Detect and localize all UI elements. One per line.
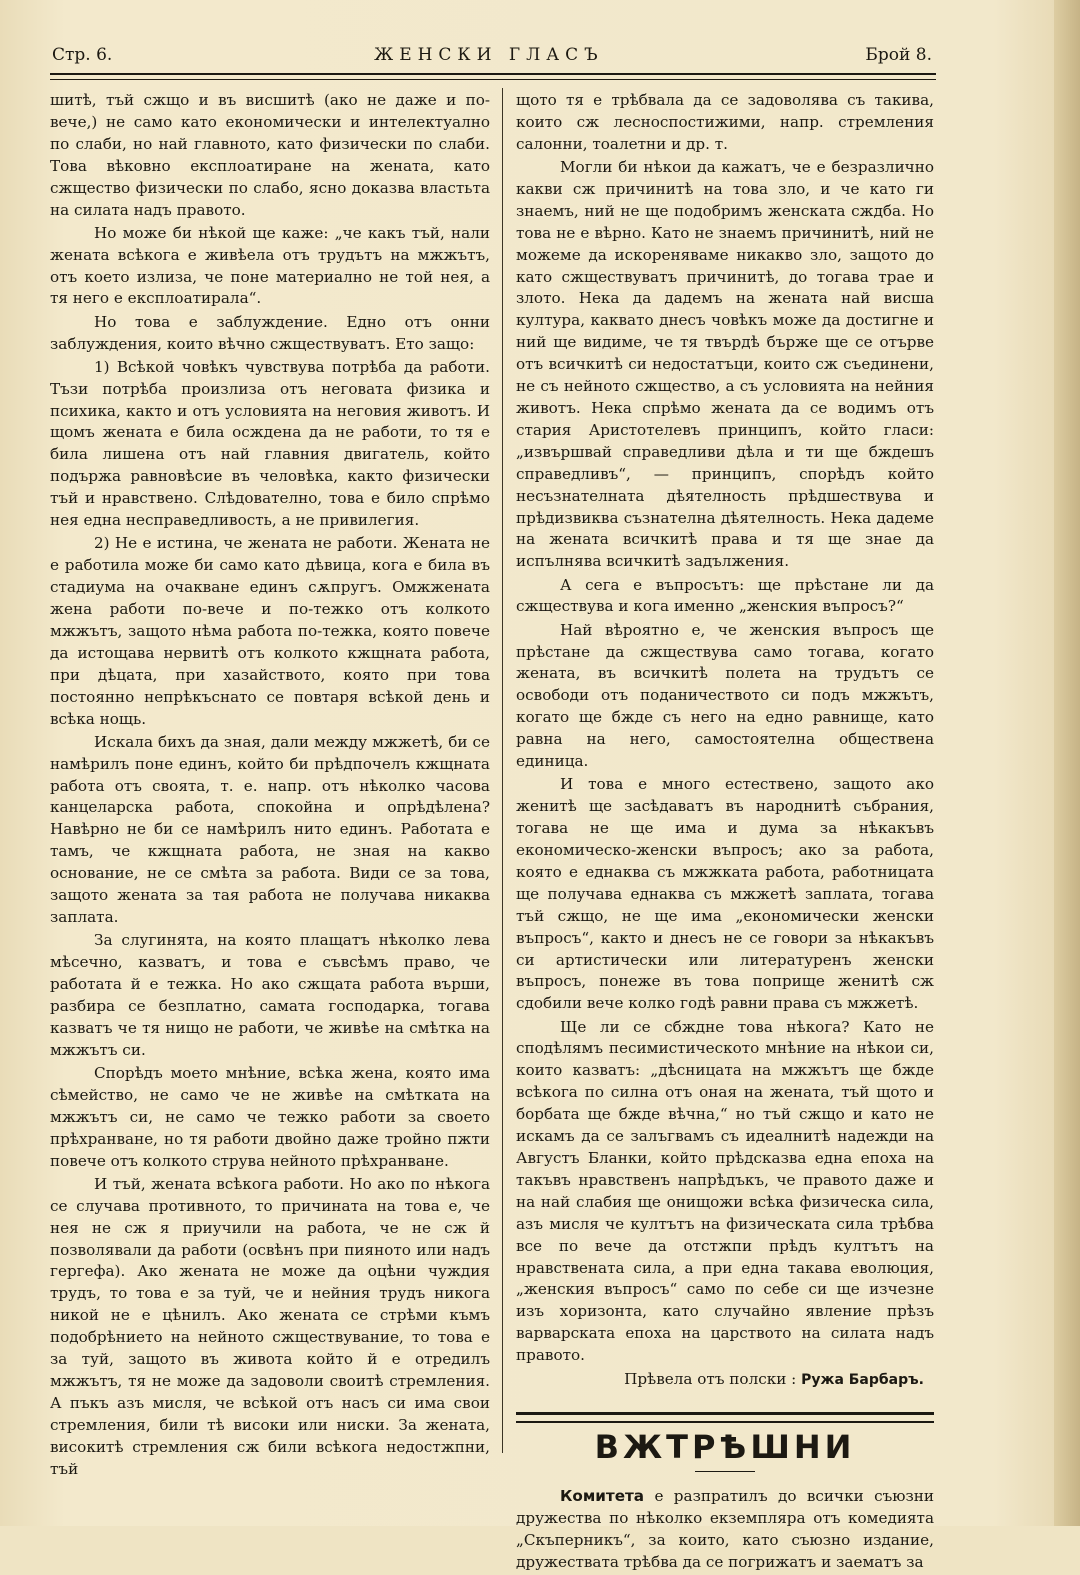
page-number: Стр. 6.: [52, 45, 113, 65]
section-lead-word: Комитета: [560, 1486, 645, 1505]
paragraph: Но това е заблуждение. Едно отъ онни заблуждения, които вѣчно сжществуватъ. Ето защо:: [50, 312, 490, 353]
signature-name: Ружа Барбаръ.: [801, 1372, 924, 1389]
paragraph: шитѣ, тъй сжщо и въ висшитѣ (ако не даже и по-вече,) не само като економически и интелектуално по слаби, но най главното, като физически по слаби. Това вѣковно експлоатиране на жената, като сжщество физически по слабо, ясно доказва властьта на силата надъ правото.: [50, 91, 490, 219]
page-edge: [1054, 0, 1080, 1526]
masthead: [52, 40, 932, 70]
paragraph: Ще ли се сбждне това нѣкога? Като не сподѣлямъ песимистическото мнѣние на нѣкои си, които казватъ: „дѣсницата на мжжътъ ще бжде всѣкога по силна отъ оная на жената, тъй щото и борбата ще бжде вѣчна,“ но тъй сжщо и като не искамъ да се залъгвамъ съ идеалнитѣ надежди на Августъ Бланки, който прѣдсказва една епоха на такъвъ нравственъ напрѣдъкъ, че правото даже и на най слабия ще онищожи всѣка физическа сила, азъ мисля че култътъ на физическата сила трѣбва все по вече да отстжпи прѣдъ култътъ на нравствената сила, а при една такава еволюция, „женския въпросъ“ само по себе си ще изчезне изъ хоризонта, като случайно явление прѣзъ варварската епоха на царството на силата надъ правото.: [516, 1017, 934, 1365]
paragraph: Спорѣдъ моето мнѣние, всѣка жена, която има сѣмейство, не само че не живѣе на смѣтката на мжжътъ си, не само че тежко работи за своето прѣхранване, но тя работи двойно даже тройно пжти повече отъ колкото струва нейното прѣхранване.: [50, 1063, 490, 1170]
left-column: [50, 90, 490, 1482]
paragraph: Искала бихъ да зная, дали между мжжетѣ, би се намѣрилъ поне единъ, който би прѣдпочелъ кжщната работа отъ своята, т. е. напр. отъ нѣколко часова канцеларска работа, спокойна и опрѣдѣлена? Навѣрно не би се намѣрилъ нито единъ. Работата е тамъ, че кжщната работа, не зная на какво основание, не се смѣта за работа. Види се за това, защото жената за тая работа не получава никаква заплата.: [50, 732, 490, 927]
section-text: е разпратилъ до всички съюзни дружества по нѣколко екземпляра отъ комедията „Скъперникъ“, за които, като съюзно издание, дружествата трѣбва да се погрижатъ и заематъ за: [516, 1486, 934, 1571]
paragraph: Но може би нѣкой ще каже: „че какъ тъй, нали жената всѣкога е живѣела отъ трудътъ на мжжътъ, отъ което излиза, че поне материално не той нея, а тя него е експлоатирала“.: [50, 223, 490, 308]
paragraph: И това е много естествено, защото ако женитѣ ще засѣдаватъ въ народнитѣ събрания, тогава не ще има и дума за нѣкакъвъ економическо-женски въпросъ; ако за работа, която е еднаква съ мжжката работа, работницата ще получава еднаква съ мжжетѣ заплата, тогава тъй сжщо, не ще има „економически женски въпросъ“, както и днесъ не се говори за нѣкакъвъ си артистически или литературенъ женски въпросъ, понеже въ това поприще женитѣ сж сдобили вече колко годѣ равни права съ мжжетѣ.: [516, 775, 934, 1013]
section-heading: ВЖТРѢШНИ: [594, 1427, 856, 1466]
right-column: [516, 90, 934, 1575]
heading-underline: [695, 1471, 755, 1472]
paragraph: щото тя е трѣбвала да се задоволява съ такива, които сж лесноспостижими, напр. стремления салонни, тоалетни и др. т.: [516, 91, 934, 153]
section-paragraph: [516, 1486, 934, 1574]
paragraph: Най вѣроятно е, че женския въпросъ ще прѣстане да сжществува само тогава, когато жената, въ всичкитѣ полета на трудътъ се освободи отъ поданичеството си подъ мжжътъ, когато ще бжде съ него на едно равнище, като равна на него, самостоятелна обществена единица.: [516, 620, 934, 771]
translator-signature: [516, 1369, 934, 1392]
issue-number: Брой 8.: [865, 45, 932, 65]
newspaper-title: ЖЕНСКИ ГЛАСЪ: [374, 45, 604, 65]
column-divider: [502, 88, 503, 1453]
masthead-rule: [50, 73, 936, 80]
paragraph: А сега е въпросътъ: ще прѣстане ли да сжществува и кога именно „женския въпросъ?“: [516, 575, 934, 616]
paragraph: 2) Не е истина, че жената не работи. Жената не е работила може би само като дѣвица, кога е била въ стадиума на очакване единъ сѫпругъ. Омжжената жена работи по-вече и по-тежко отъ колкото мжжътъ, защото нѣма работа по-тежка, която повече да истощава нервитѣ отъ колкото кжщната работа, при дѣцата, при хазайството, която при това постоянно непрѣкъснато се повтаря всѣкой день и всѣка нощь.: [50, 534, 490, 728]
paragraph: За слугинята, на която плащатъ нѣколко лева мѣсечно, казватъ, и това е съвсѣмъ право, че работата й е тежка. Но ако сжщата работа върши, разбира се безплатно, самата господарка, тогава казватъ че тя нищо не работи, че живѣе на смѣтка на мжжътъ си.: [50, 931, 490, 1059]
paragraph: И тъй, жената всѣкога работи. Но ако по нѣкога се случава противното, то причината на това е, че нея не сж я приучили на работа, че не сж й позволявали да работи (освѣнъ при пияното или надъ гергефа). Ако жената не може да оцѣни чуждия трудъ, то това е за туй, че и нейния трудъ никога никой не е цѣнилъ. Ако жената се стрѣми къмъ подобрѣнието на нейното сжществувание, то това е за туй, защото въ живота който й е отредилъ мжжътъ, тя не може да задоволи своитѣ стремления. А пъкъ азъ мисля, че всѣкой отъ насъ си има свои стремления, били тѣ високи или ниски. За жената, високитѣ стремления сж били всѣкога недостжпни, тъй: [50, 1174, 490, 1478]
signature-prefix: Прѣвела отъ полски :: [624, 1370, 797, 1389]
section-separator: [516, 1412, 934, 1423]
paragraph: Могли би нѣкои да кажатъ, че е безразлично какви сж причинитѣ на това зло, и че като ги знаемъ, ний не ще подобримъ женската сждба. Но това не е вѣрно. Като не знаемъ причинитѣ, ний не можеме да искореняваме никакво зло, защото до като сжществуватъ причинитѣ, до тогава трае и злото. Нека да дадемъ на жената най висша култура, каквато днесъ човѣкъ може да достигне и ний ще видиме, че тя твърдѣ бърже ще се отърве отъ всичкитѣ си недостатъци, които сж съединени, не съ нейното сжщество, а съ условията на нейния животъ. Нека спрѣмо жената да се водимъ отъ стария Аристотелевъ принципъ, който гласи: „извършвай справедливи дѣла и ти ще бждешъ справедливъ“, — принципъ, спорѣдъ който несъзнателната дѣятелность прѣдшествува и прѣдизвиква съзнателна дѣятелность. Нека дадеме на жената всичкитѣ права и тя ще знае да испълнява всичкитѣ задължения.: [516, 158, 934, 571]
paragraph: 1) Всѣкой човѣкъ чувствува потрѣба да работи. Тъзи потрѣба произлиза отъ неговата физика и психика, както и отъ условията на неговия животъ. И щомъ жената е била осждена да не работи, то тя е била лишена отъ най главния двигатель, който подържа равновѣсие въ человѣка, както физически тъй и нравствено. Слѣдователно, това е било спрѣмо нея една несправедливость, а не привилегия.: [50, 357, 490, 530]
